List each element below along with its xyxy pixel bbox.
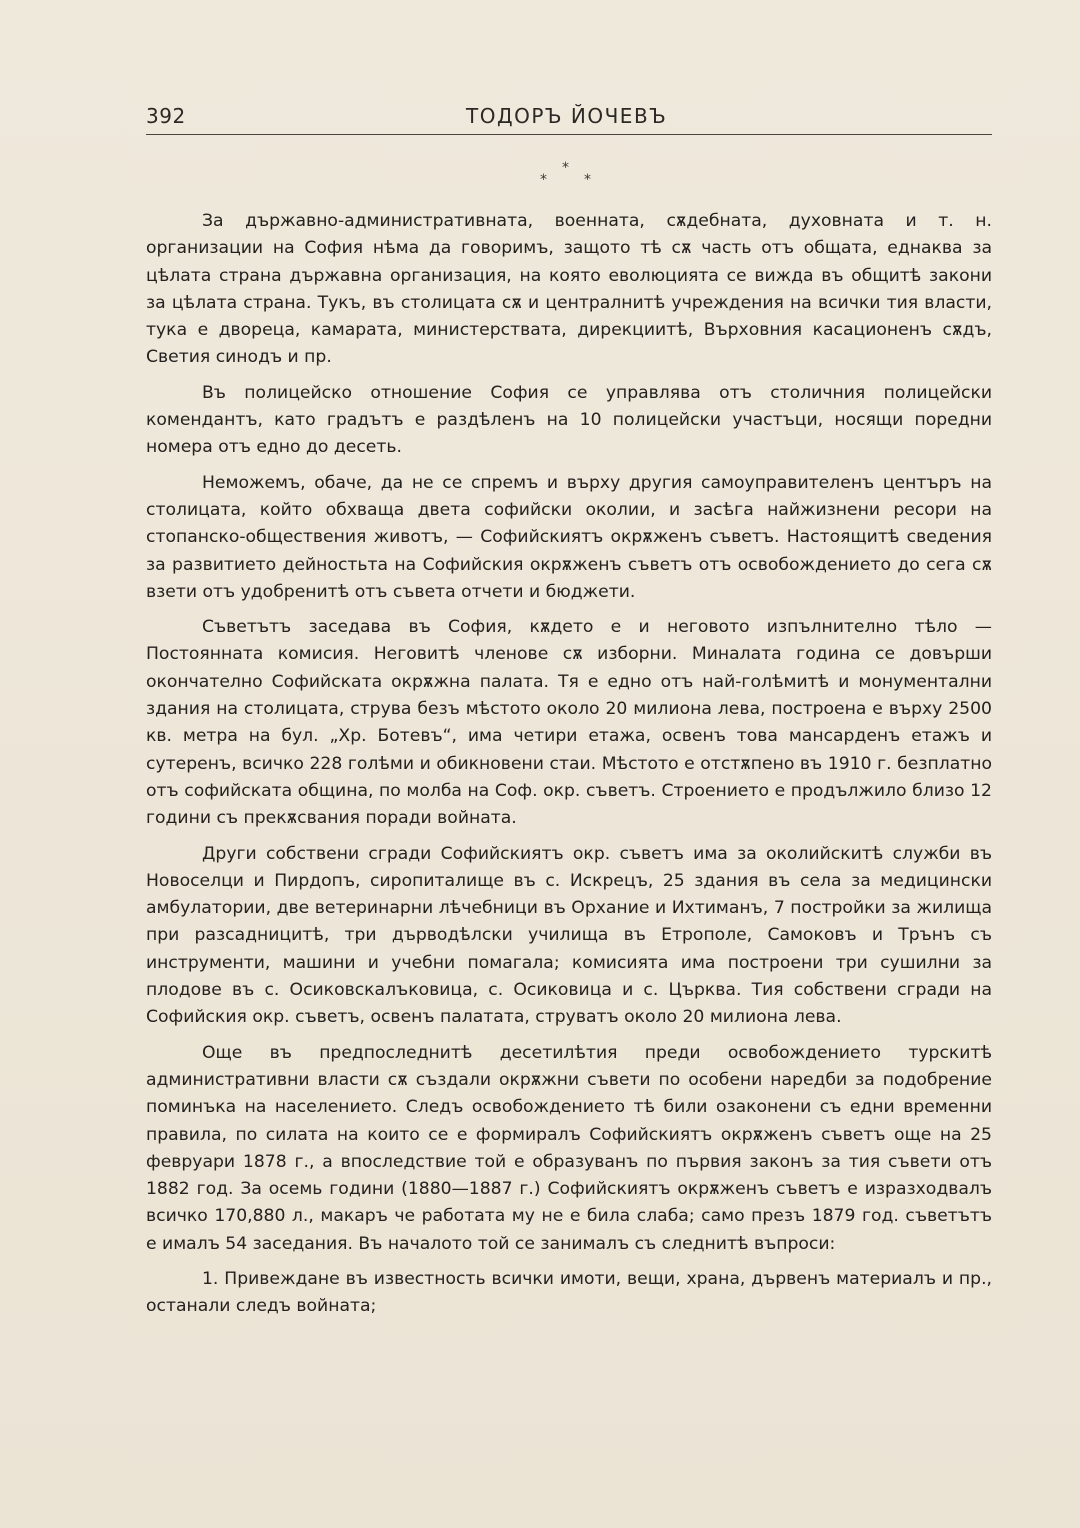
section-separator-asterism — [540, 158, 600, 188]
asterisk-glyph: * — [540, 172, 547, 188]
paragraph-history: Още въ предпоследнитѣ десетилѣтия преди освобождението турскитѣ административни власти сѫ създали окрѫжни съвети по особени наредби за подобрение поминъка на населението. Следъ освобождението тѣ били озаконени съ едни временни правила, по силата на които се е формиралъ Софийскиятъ окрѫженъ съветъ още на 25 февруари 1878 г., а впоследствие той е образуванъ по първия законъ за тия съвети отъ 1882 год. За осемь години (1880—1887 г.) Софийскиятъ окрѫженъ съветъ е изразходвалъ всичко 170,880 л., макаръ че работата му не е била слаба; само презъ 1879 год. съветътъ е ималъ 54 заседания. Въ началото той се занималъ съ следнитѣ въпроси: — [146, 1042, 992, 1254]
paragraph-administration: За държавно-административната, военната, сѫдебната, духовната и т. н. организации на София нѣма да говоримъ, защото тѣ сѫ часть отъ общата, еднаква за цѣлата страна държавна организация, на която еволюцията се вижда въ общитѣ закони за цѣлата страна. Тукъ, въ столицата сѫ и централнитѣ учреждения на всички тия власти, тука е двореца, камарата, министерствата, дирекциитѣ, Върховния касационенъ сѫдъ, Светия синодъ и пр. — [146, 211, 992, 368]
asterisk-glyph: * — [562, 160, 569, 176]
running-head: ТОДОРЪ ЙОЧЕВЪ — [466, 104, 668, 128]
paragraph-council-palace: Съветътъ заседава въ София, кѫдето е и неговото изпълнително тѣло — Постоянната комисия. Неговитѣ членове сѫ изборни. Миналата година се довърши окончателно Софийската окрѫжна палата. Тя е едно отъ най-голѣмитѣ и монументални здания на столицата, струва безъ мѣстото около 20 милиона лева, построена е върху 2500 кв. метра на бул. „Хр. Ботевъ“, има четири етажа, освенъ това мансарденъ етажъ и сутеренъ, всичко 228 голѣми и обикновени стаи. Мѣстото е отстѫпено въ 1910 г. безплатно отъ софийската община, по молба на Соф. окр. съветъ. Строението е продължило близо 12 години съ прекѫсвания поради войната. — [146, 617, 992, 829]
list-item-1: 1. Привеждане въ известность всички имоти, вещи, храна, дървенъ материалъ и пр., останали следъ войната; — [146, 1268, 992, 1317]
paragraph-district-council: Неможемъ, обаче, да не се спремъ и върху другия самоуправителенъ центъръ на столицата, който обхваща двета софийски околии, и засѣга найжизнени ресори на стопанско-обществения животъ, — Софийскиятъ окрѫженъ съветъ. Настоящитѣ сведения за развитието дейностьта на Софийския окрѫженъ съветъ отъ освобождението до сега сѫ взети отъ удобренитѣ отъ съвета отчети и бюджети. — [146, 472, 992, 602]
paragraph-police: Въ полицейско отношение София се управлява отъ столичния полицейски комендантъ, като градътъ е раздѣленъ на 10 полицейски участъци, носящи поредни номера отъ едно до десеть. — [146, 382, 992, 458]
paragraph-other-buildings: Други собствени сгради Софийскиятъ окр. съветъ има за околийскитѣ служби въ Новоселци и Пирдопъ, сиропиталище въ с. Искрецъ, 25 здания въ села за медицински амбулатории, две ветеринарни лѣчебници въ Орхание и Ихтиманъ, 7 постройки за жилища при разсадницитѣ, три дърводѣлски училища въ Етрополе, Самоковъ и Трънъ съ инструменти, машини и учебни помагала; комисията има построени три сушилни за плодове въ с. Осиковскалъковица, с. Осиковица и с. Църква. Тия собствени сгради на Софийския окр. съветъ, освенъ палатата, струватъ около 20 милиона лева. — [146, 843, 992, 1028]
page-header — [146, 104, 992, 135]
asterisk-glyph: * — [584, 172, 591, 188]
body-text — [146, 208, 992, 1329]
page-number: 392 — [146, 104, 186, 128]
